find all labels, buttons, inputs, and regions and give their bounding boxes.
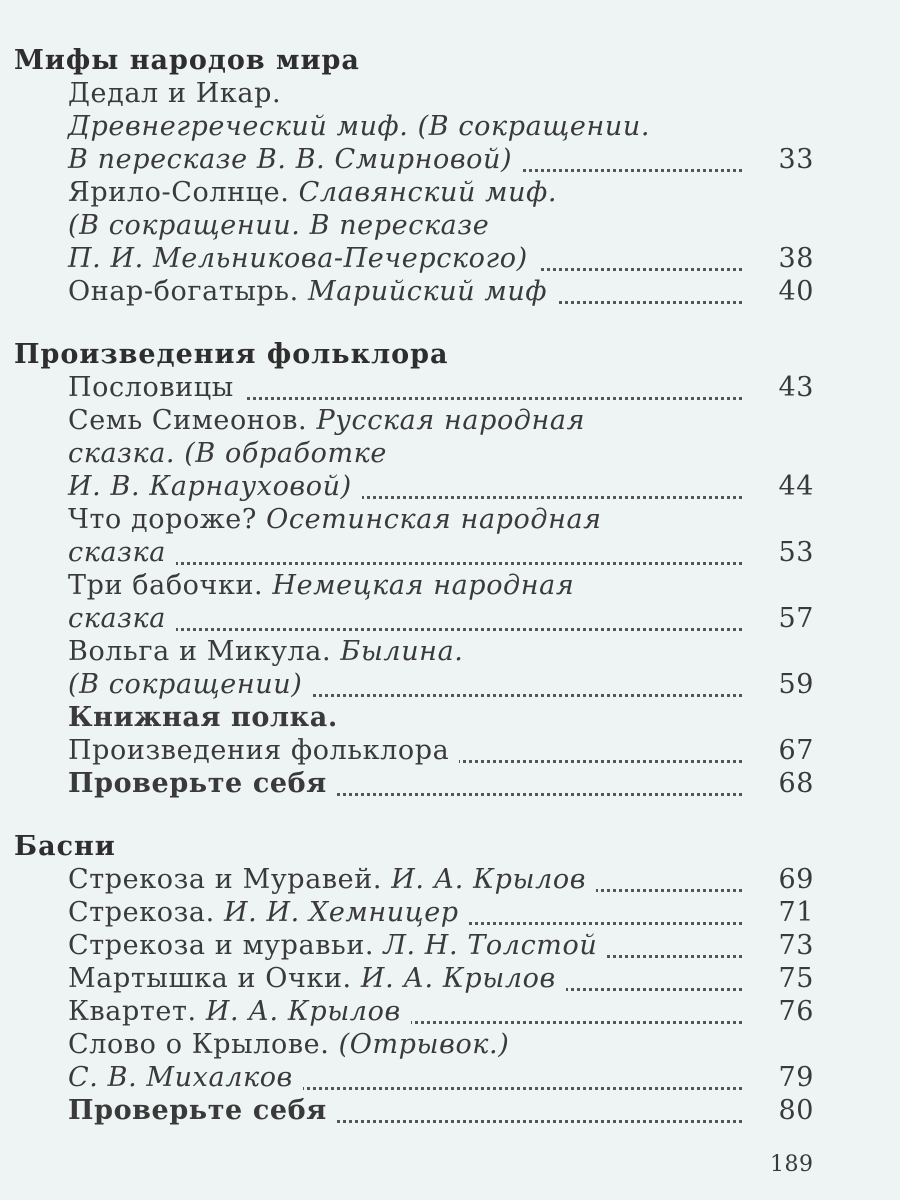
entry-bold-text: Проверьте себя (68, 768, 327, 799)
entry-plain-text: Мартышка и Очки. (68, 963, 361, 994)
entry-page-number: 38 (748, 242, 814, 275)
table-of-contents (14, 44, 814, 1127)
toc-entry-line (14, 668, 814, 701)
entry-italic-text: И. И. Хемницер (223, 897, 459, 928)
toc-entry-line (14, 176, 814, 209)
entry-plain-text: Стрекоза и муравьи. (68, 930, 384, 961)
toc-entry-line (14, 1094, 814, 1127)
entry-plain-text: Вольга и Микула. (68, 636, 341, 667)
entry-italic-text: (В сокращении) (68, 669, 303, 700)
toc-entry-line (14, 1061, 814, 1094)
toc-entry-line (14, 437, 814, 470)
entry-plain-text: Онар-богатырь. (68, 276, 308, 307)
entry-text (68, 537, 176, 568)
entry-text (68, 405, 585, 436)
toc-entry-line (14, 569, 814, 602)
entry-italic-text: Марийский миф (307, 276, 548, 307)
toc-entry-line (14, 470, 814, 503)
toc-entry-line (14, 995, 814, 1028)
entry-plain-text: Дедал и Икар. (68, 78, 282, 109)
toc-entry-line (14, 503, 814, 536)
entry-plain-text: Квартет. (68, 996, 206, 1027)
entry-italic-text: Русская народная (316, 405, 586, 436)
toc-entry-line (14, 929, 814, 962)
entry-text (68, 504, 602, 535)
entry-plain-text: Три бабочки. (68, 570, 273, 601)
toc-entry-line (14, 635, 814, 668)
entry-text (68, 243, 538, 274)
entry-page-number: 71 (748, 896, 814, 929)
entry-text (68, 636, 463, 667)
entry-italic-text: сказка (68, 537, 166, 568)
entry-page-number: 69 (748, 863, 814, 896)
entry-italic-text: Немецкая народная (272, 570, 575, 601)
entry-italic-text: сказка. (В обработке (68, 438, 387, 469)
toc-entry-line (14, 896, 814, 929)
entry-plain-text: Семь Симеонов. (68, 405, 317, 436)
entry-plain-text: Слово о Крылове. (68, 1029, 339, 1060)
entry-text (68, 1062, 303, 1093)
entry-page-number: 67 (748, 734, 814, 767)
entry-page-number: 40 (748, 275, 814, 308)
entry-italic-text: И. А. Крылов (391, 864, 587, 895)
section-title: Произведения фольклора (14, 339, 449, 370)
entry-text (68, 1095, 337, 1126)
entry-page-number: 76 (748, 995, 814, 1028)
toc-entry-line (14, 77, 814, 110)
toc-entry-line (14, 209, 814, 242)
entry-text (68, 78, 281, 109)
entry-plain-text: Произведения фольклора (68, 735, 450, 766)
entry-page-number: 79 (748, 1061, 814, 1094)
entry-text (68, 177, 557, 208)
entry-text (68, 372, 244, 403)
entry-text (68, 768, 337, 799)
entry-italic-text: В пересказе В. В. Смирновой) (68, 144, 513, 175)
entry-italic-text: Древнегреческий миф. (В сокращении. (68, 111, 651, 142)
entry-plain-text: Ярило-Солнце. (68, 177, 299, 208)
entry-italic-text: Осетинская народная (266, 504, 602, 535)
entry-text (68, 996, 411, 1027)
entry-italic-text: И. А. Крылов (360, 963, 556, 994)
entry-text (68, 276, 557, 307)
entry-text (68, 603, 176, 634)
entry-page-number: 33 (748, 143, 814, 176)
entry-italic-text: Былина. (340, 636, 464, 667)
entry-text (68, 897, 469, 928)
entry-plain-text: Стрекоза. (68, 897, 224, 928)
entry-text (68, 963, 566, 994)
entry-bold-text: Книжная полка. (68, 702, 338, 733)
entry-italic-text: И. В. Карнауховой) (68, 471, 352, 502)
entry-text (68, 111, 650, 142)
entry-italic-text: (В сокращении. В пересказе (68, 210, 490, 241)
toc-entry-line (14, 701, 814, 734)
toc-entry-line (14, 962, 814, 995)
toc-entry-line (14, 110, 814, 143)
section-gap (14, 800, 814, 830)
toc-entry-line (14, 143, 814, 176)
section-gap (14, 308, 814, 338)
entry-bold-text: Проверьте себя (68, 1095, 327, 1126)
entry-italic-text: С. В. Михалков (68, 1062, 293, 1093)
entry-text (68, 864, 596, 895)
entry-italic-text: сказка (68, 603, 166, 634)
entry-plain-text: Пословицы (68, 372, 234, 403)
entry-text (68, 210, 489, 241)
entry-text (68, 735, 459, 766)
entry-text (68, 702, 338, 733)
entry-text (68, 144, 522, 175)
entry-text (68, 570, 574, 601)
entry-italic-text: (Отрывок.) (338, 1029, 510, 1060)
entry-page-number: 80 (748, 1094, 814, 1127)
toc-entry-line (14, 275, 814, 308)
toc-entry-line (14, 602, 814, 635)
section-title: Мифы народов мира (14, 45, 360, 76)
entry-text (68, 438, 387, 469)
entry-page-number: 57 (748, 602, 814, 635)
entry-page-number: 68 (748, 767, 814, 800)
toc-entry-line (14, 767, 814, 800)
entry-plain-text: Стрекоза и Муравей. (68, 864, 392, 895)
entry-page-number: 75 (748, 962, 814, 995)
entry-text (68, 471, 362, 502)
entry-italic-text: Л. Н. Толстой (383, 930, 598, 961)
entry-page-number: 44 (748, 470, 814, 503)
entry-text (68, 930, 607, 961)
entry-plain-text: Что дороже? (68, 504, 267, 535)
entry-italic-text: И. А. Крылов (205, 996, 401, 1027)
entry-text (68, 669, 312, 700)
entry-page-number: 53 (748, 536, 814, 569)
entry-page-number: 43 (748, 371, 814, 404)
entry-italic-text: Славянский миф. (298, 177, 558, 208)
toc-entry-line (14, 1028, 814, 1061)
entry-page-number: 59 (748, 668, 814, 701)
toc-entry-line (14, 371, 814, 404)
entry-text (68, 1029, 509, 1060)
toc-entry-line (14, 734, 814, 767)
toc-entry-line (14, 242, 814, 275)
page-number: 189 (770, 1152, 814, 1177)
toc-entry-line (14, 536, 814, 569)
toc-entry-line (14, 404, 814, 437)
entry-page-number: 73 (748, 929, 814, 962)
entry-italic-text: П. И. Мельникова-Печерского) (68, 243, 528, 274)
section-title: Басни (14, 831, 116, 862)
toc-entry-line (14, 863, 814, 896)
